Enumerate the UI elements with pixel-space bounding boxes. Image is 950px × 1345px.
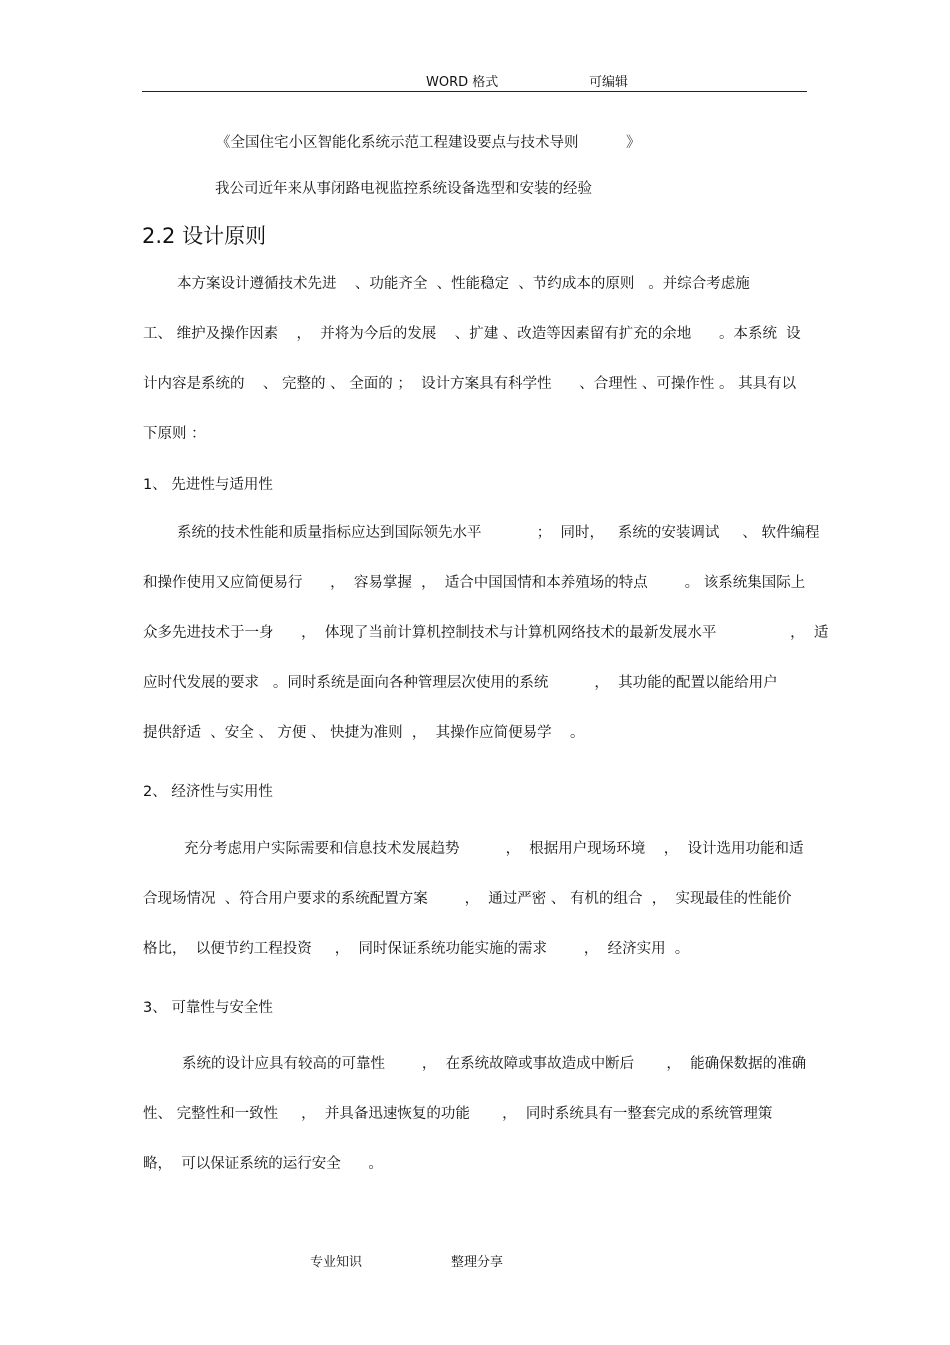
principle-heading: 2、 经济性与实用性 xyxy=(143,784,273,800)
header-right-text: 可编辑 xyxy=(589,75,629,90)
principle-heading: 3、 可靠性与安全性 xyxy=(143,1000,273,1016)
principle-line: 系统的设计应具有较高的可靠性 ， 在系统故障或事故造成中断后 ， 能确保数据的准确 xyxy=(182,1056,807,1072)
footer-left-text: 专业知识 xyxy=(310,1255,363,1270)
principle-line: 合现场情况 、符合用户要求的系统配置方案 ， 通过严密 、 有机的组合 ， 实现最佳的性能价 xyxy=(143,891,792,907)
intro-line: 工、 维护及操作因素 ， 并将为今后的发展 、扩建 、改造等因素留有扩充的余地 。本系统 设 xyxy=(143,326,801,342)
header-left-text: WORD 格式 xyxy=(426,75,499,90)
principle-line: 应时代发展的要求 。同时系统是面向各种管理层次使用的系统 ， 其功能的配置以能给用户 xyxy=(143,675,778,691)
section-title: 2.2 设计原则 xyxy=(142,224,267,248)
principle-line: 和操作使用又应简便易行 ， 容易掌握 ， 适合中国国情和本养殖场的特点 。 该系统集国际上 xyxy=(143,575,806,591)
principle-heading: 1、 先进性与适用性 xyxy=(143,477,273,493)
principle-line: 提供舒适 、安全 、 方便 、 快捷为准则 ， 其操作应简便易学 。 xyxy=(143,725,585,741)
reference-title-close: 》 xyxy=(626,135,641,151)
principle-line: 系统的技术性能和质量指标应达到国际领先水平 ； 同时， 系统的安装调试 、 软件编程 xyxy=(177,525,820,541)
intro-line: 下原则 ： xyxy=(143,426,206,442)
principle-line: 格比， 以便节约工程投资 ， 同时保证系统功能实施的需求 ， 经济实用 。 xyxy=(143,941,690,957)
reference-experience: 我公司近年来从事闭路电视监控系统设备选型和安装的经验 xyxy=(215,181,592,197)
principle-line: 性、 完整性和一致性 ， 并具备迅速恢复的功能 ， 同时系统具有一整套完成的系统管理策 xyxy=(143,1106,773,1122)
header-divider xyxy=(142,91,807,92)
principle-line: 充分考虑用户实际需要和信息技术发展趋势 ， 根据用户现场环境 ， 设计选用功能和适 xyxy=(184,841,804,857)
footer-right-text: 整理分享 xyxy=(451,1255,504,1270)
principle-line: 略， 可以保证系统的运行安全 。 xyxy=(143,1156,383,1172)
intro-line: 本方案设计遵循技术先进 、功能齐全 、性能稳定 、节约成本的原则 。并综合考虑施 xyxy=(177,276,750,292)
reference-title: 《全国住宅小区智能化系统示范工程建设要点与技术导则 xyxy=(216,135,579,151)
intro-line: 计内容是系统的 、 完整的 、 全面的 ； 设计方案具有科学性 、合理性 、可操作性 。 其具有以 xyxy=(143,376,797,392)
principle-line: 众多先进技术于一身 ， 体现了当前计算机控制技术与计算机网络技术的最新发展水平 ， 适 xyxy=(143,625,829,641)
